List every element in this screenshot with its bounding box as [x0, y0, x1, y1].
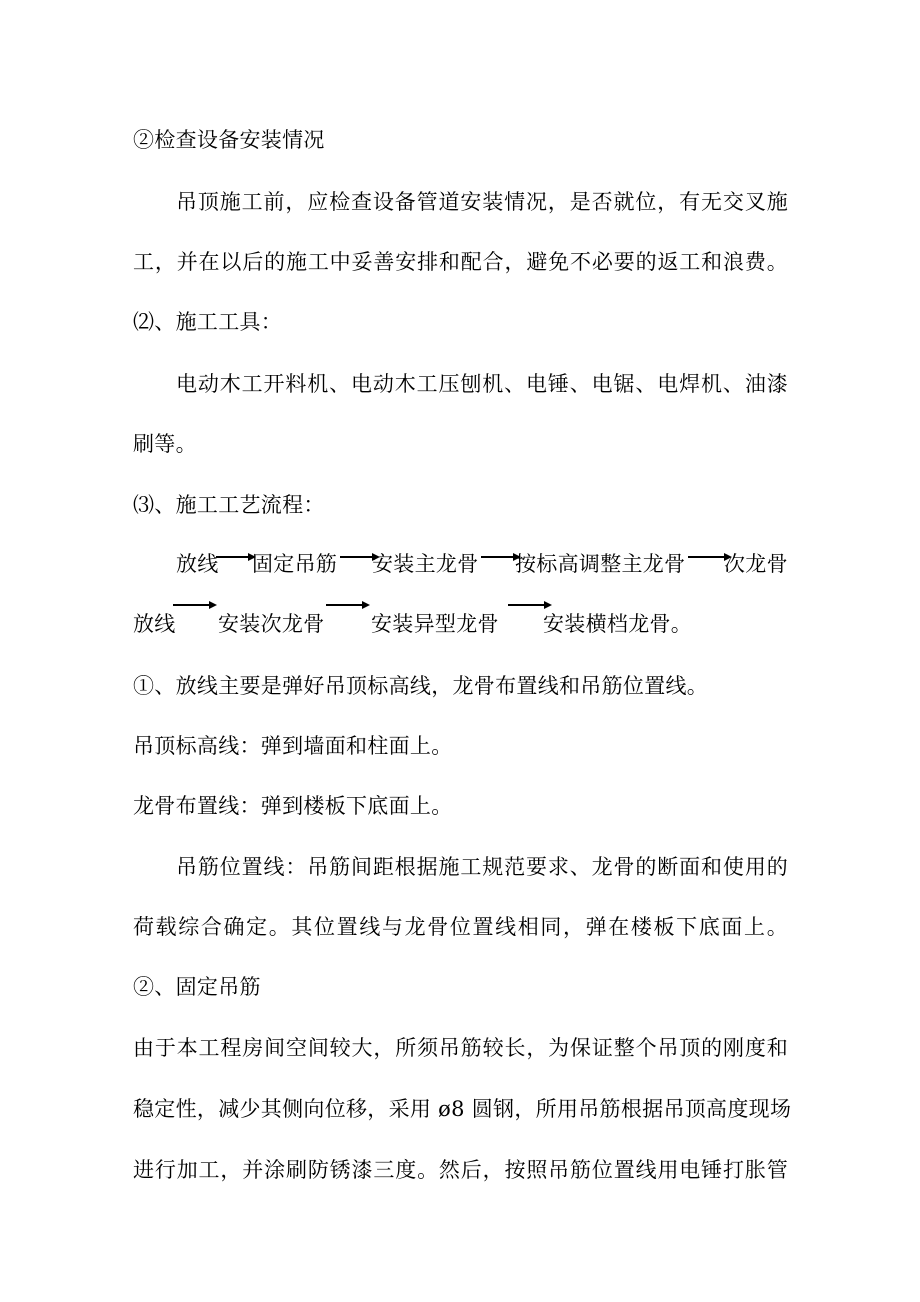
paragraph-line: 进行加工，并涂刷防锈漆三度。然后，按照吊筋位置线用电锤打胀管: [133, 1158, 788, 1182]
flow-arrow-icon: [173, 600, 217, 610]
flow-step: 安装横档龙骨。: [543, 612, 693, 636]
paragraph-line: 工，并在以后的施工中妥善安排和配合，避免不必要的返工和浪费。: [133, 250, 788, 274]
paragraph-line: 吊筋位置线：吊筋间距根据施工规范要求、龙骨的断面和使用的: [176, 855, 788, 879]
paragraph-line: 电动木工开料机、电动木工压刨机、电锤、电锯、电焊机、油漆: [176, 372, 788, 396]
subheading-process-flow: ⑶、施工工艺流程：: [133, 493, 325, 517]
flow-step: 放线: [176, 552, 219, 576]
paragraph-line: 刷等。: [133, 432, 197, 456]
flow-step: 次龙骨: [724, 552, 788, 576]
paragraph-line: 稳定性，减少其侧向位移，采用 ø8 圆钢，所用吊筋根据吊顶高度现场: [133, 1097, 792, 1121]
flow-step: 安装次龙骨: [218, 612, 325, 636]
paragraph-line: 吊顶施工前，应检查设备管道安装情况，是否就位，有无交叉施: [176, 190, 788, 214]
flow-arrow-icon: [326, 600, 370, 610]
flow-arrow-icon: [216, 552, 256, 562]
paragraph-line: 由于本工程房间空间较大，所须吊筋较长，为保证整个吊顶的刚度和: [133, 1036, 788, 1060]
paragraph-line: ①、放线主要是弹好吊顶标高线，龙骨布置线和吊筋位置线。: [133, 674, 709, 698]
subheading-check-equipment: ②检查设备安装情况: [133, 128, 325, 152]
flow-step: 安装异型龙骨: [371, 612, 499, 636]
paragraph-line: 龙骨布置线：弹到楼板下底面上。: [133, 794, 453, 818]
paragraph-line: 吊顶标高线：弹到墙面和柱面上。: [133, 734, 453, 758]
flow-step: 按标高调整主龙骨: [515, 552, 686, 576]
subheading-tools: ⑵、施工工具：: [133, 310, 283, 334]
flow-step: 放线: [133, 612, 176, 636]
flow-step: 固定吊筋: [252, 552, 338, 576]
flow-step: 安装主龙骨: [372, 552, 479, 576]
paragraph-line: 荷载综合确定。其位置线与龙骨位置线相同，弹在楼板下底面上。: [133, 915, 788, 939]
subheading-fix-hangers: ②、固定吊筋: [133, 975, 261, 999]
